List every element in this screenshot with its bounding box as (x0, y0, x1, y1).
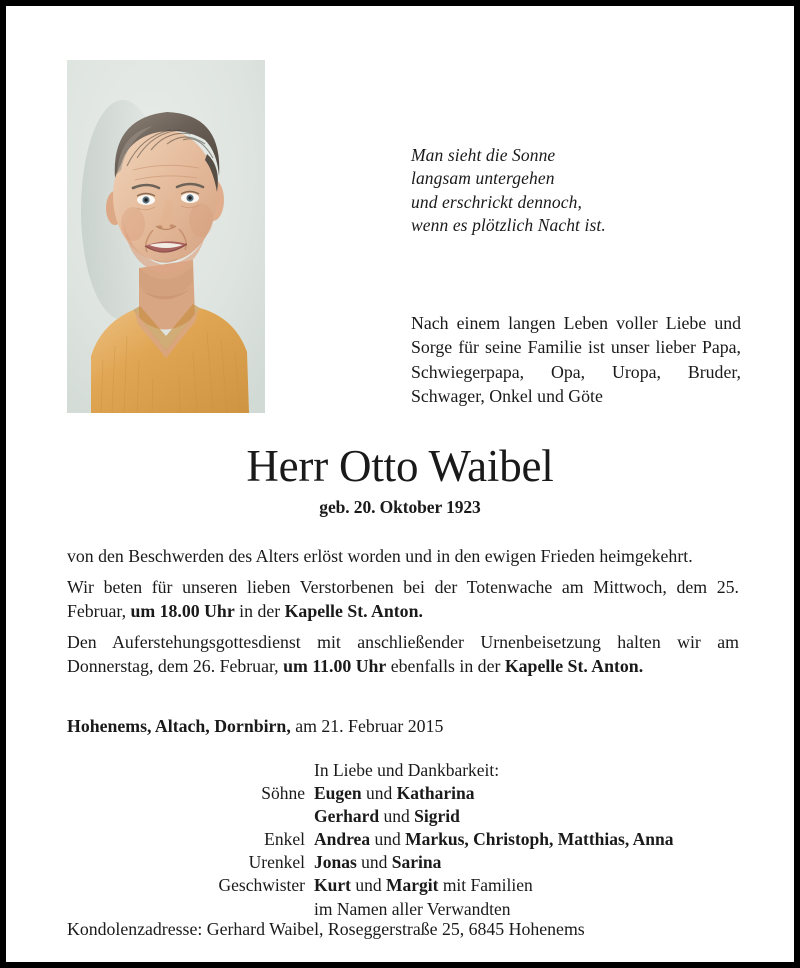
family-names (314, 874, 673, 897)
family-row (68, 782, 673, 805)
name-block (6, 443, 794, 518)
verse-line-3: und erschrickt dennoch, (411, 191, 582, 212)
family-name-bold: Kurt (314, 875, 351, 896)
places: Hohenems, Altach, Dornbirn, (67, 716, 291, 736)
verse-block (411, 144, 756, 237)
body-text (67, 544, 739, 679)
condolence-address: Kondolenzadresse: Gerhard Waibel, Roseggerstraße 25, 6845 Hohenems (67, 919, 585, 939)
family-name-bold: Eugen (314, 783, 362, 804)
family-name-bold: Gerhard (314, 806, 380, 827)
family-row (68, 805, 673, 828)
deceased-name: Herr Otto Waibel (246, 441, 554, 491)
family-table-body (68, 759, 673, 921)
p3-text-2: ebenfalls in der (386, 656, 505, 677)
family-name-bold: Jonas (314, 852, 357, 873)
verse-line-1: Man sieht die Sonne (411, 145, 556, 165)
family-name-bold: Andrea (314, 829, 371, 850)
verse-line-4: wenn es plötzlich Nacht ist. (411, 214, 606, 235)
family-name-bold: Katharina (396, 783, 475, 804)
family-relation-label: Enkel (264, 829, 305, 850)
family-name-bold: Margit (385, 875, 439, 896)
place-date-line (67, 715, 443, 738)
family-heading-spacer (68, 759, 314, 782)
family-row (68, 851, 673, 874)
family-name-bold: Sigrid (414, 806, 460, 827)
family-relation-label: Geschwister (218, 875, 305, 896)
family-row (68, 874, 673, 897)
family-names (314, 782, 673, 805)
p2-bold-time: um 18.00 Uhr (130, 601, 235, 622)
p3-bold-venue: Kapelle St. Anton. (504, 656, 644, 677)
family-heading-row (68, 759, 673, 782)
body-paragraph-1 (67, 544, 739, 569)
family-name-text: mit Familien (438, 875, 533, 896)
p3-bold-time: um 11.00 Uhr (283, 656, 387, 677)
notice-date: am 21. Februar 2015 (290, 716, 444, 736)
verse-line-2: langsam untergehen (411, 168, 555, 189)
p2-text-2: in der (234, 601, 285, 622)
body-paragraph-2 (67, 575, 739, 624)
p2-text-1: Wir beten für unseren lieben Verstorbenen bei der Totenwache am Mittwoch, dem 25. Februar, (67, 576, 739, 622)
family-name-text: im Namen aller Verwandten (314, 898, 511, 919)
p3-text-1: Den Auferstehungsgottesdienst mit anschließender Urnenbeisetzung halten wir am Donnerstag, dem 26. Februar, (67, 631, 739, 677)
family-listing (6, 759, 794, 921)
notice-inner (6, 6, 794, 962)
family-row (68, 828, 673, 851)
top-area (6, 6, 794, 407)
p2-bold-venue: Kapelle St. Anton. (284, 601, 423, 622)
family-relation-label: Urenkel (248, 852, 305, 873)
birth-date: geb. 20. Oktober 1923 (319, 496, 481, 517)
portrait-photo (67, 60, 265, 413)
family-name-text: und (361, 783, 397, 804)
portrait-illustration (67, 60, 265, 413)
family-name-text: und (356, 852, 392, 873)
family-names (314, 828, 673, 851)
family-table (68, 759, 673, 921)
family-name-text: und (379, 806, 415, 827)
family-name-text: und (370, 829, 406, 850)
body-paragraph-3 (67, 630, 739, 679)
intro-paragraph: Nach einem langen Leben voller Liebe und Sorge für seine Familie ist unser lieber Papa, Schwiegerpapa, Opa, Uropa, Bruder, Schwager, Onkel und Göte (411, 313, 741, 407)
family-name-bold: Sarina (391, 852, 442, 873)
family-names (314, 805, 673, 828)
family-heading: In Liebe und Dankbarkeit: (314, 760, 500, 780)
family-names (314, 851, 673, 874)
p1-text: von den Beschwerden des Alters erlöst worden und in den ewigen Frieden heimgekehrt. (67, 546, 693, 566)
family-name-bold: Markus, Christoph, Matthias, Anna (405, 829, 674, 850)
family-relation-label: Söhne (261, 783, 305, 804)
family-relation-label (68, 805, 314, 828)
family-name-text: und (350, 875, 386, 896)
